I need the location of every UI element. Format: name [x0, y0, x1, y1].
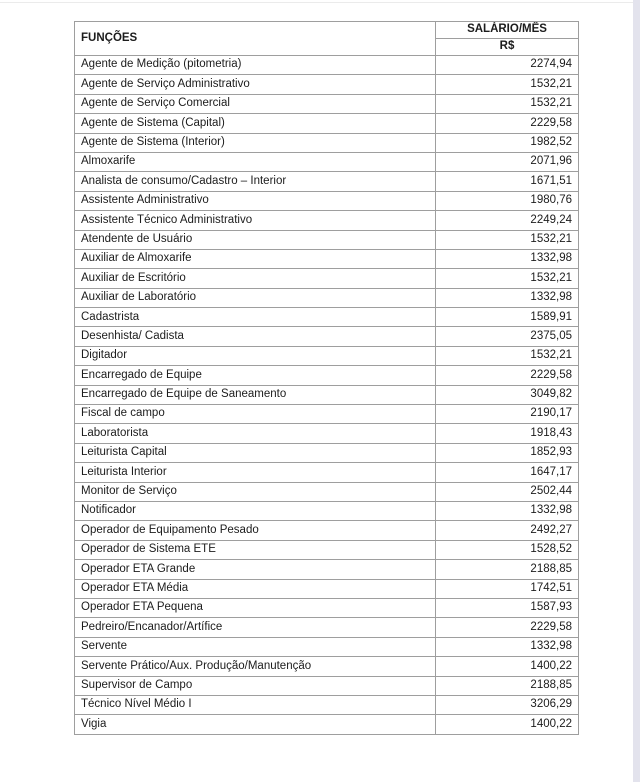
salario-cell: 1532,21 — [436, 75, 579, 94]
salario-cell: 1980,76 — [436, 191, 579, 210]
table-row — [75, 366, 579, 385]
table-row — [75, 56, 579, 75]
table-row — [75, 269, 579, 288]
table-row — [75, 540, 579, 559]
table-row — [75, 676, 579, 695]
table-row — [75, 308, 579, 327]
salario-cell: 1332,98 — [436, 288, 579, 307]
salary-table — [74, 21, 579, 735]
salario-cell: 2188,85 — [436, 676, 579, 695]
salario-cell: 2229,58 — [436, 114, 579, 133]
funcao-cell: Agente de Serviço Comercial — [75, 94, 436, 113]
table-row — [75, 75, 579, 94]
salario-cell: 1918,43 — [436, 424, 579, 443]
table-row — [75, 405, 579, 424]
table-row — [75, 424, 579, 443]
funcao-cell: Operador de Sistema ETE — [75, 540, 436, 559]
funcao-cell: Digitador — [75, 346, 436, 365]
funcao-cell: Agente de Sistema (Interior) — [75, 133, 436, 152]
salario-cell: 2229,58 — [436, 366, 579, 385]
funcao-cell: Operador de Equipamento Pesado — [75, 521, 436, 540]
table-row — [75, 637, 579, 656]
table-row — [75, 152, 579, 171]
table-row — [75, 579, 579, 598]
funcao-cell: Auxiliar de Almoxarife — [75, 249, 436, 268]
funcao-cell: Supervisor de Campo — [75, 676, 436, 695]
table-row — [75, 657, 579, 676]
funcao-cell: Notificador — [75, 501, 436, 520]
header-functions: FUNÇÕES — [75, 22, 436, 56]
table-row — [75, 715, 579, 734]
salario-cell: 2188,85 — [436, 560, 579, 579]
funcao-cell: Servente Prático/Aux. Produção/Manutenção — [75, 657, 436, 676]
funcao-cell: Servente — [75, 637, 436, 656]
salario-cell: 1742,51 — [436, 579, 579, 598]
table-row — [75, 114, 579, 133]
funcao-cell: Laboratorista — [75, 424, 436, 443]
table-row — [75, 288, 579, 307]
funcao-cell: Auxiliar de Laboratório — [75, 288, 436, 307]
salario-cell: 1852,93 — [436, 443, 579, 462]
funcao-cell: Analista de consumo/Cadastro – Interior — [75, 172, 436, 191]
viewport-top-hairline — [0, 2, 640, 3]
table-row — [75, 191, 579, 210]
salario-cell: 1400,22 — [436, 715, 579, 734]
salario-cell: 2249,24 — [436, 211, 579, 230]
table-row — [75, 94, 579, 113]
salario-cell: 1528,52 — [436, 540, 579, 559]
funcao-cell: Almoxarife — [75, 152, 436, 171]
salario-cell: 1982,52 — [436, 133, 579, 152]
funcao-cell: Agente de Medição (pitometria) — [75, 56, 436, 75]
salario-cell: 2375,05 — [436, 327, 579, 346]
funcao-cell: Cadastrista — [75, 308, 436, 327]
funcao-cell: Leiturista Capital — [75, 443, 436, 462]
table-row — [75, 211, 579, 230]
salario-cell: 1332,98 — [436, 501, 579, 520]
salario-cell: 2229,58 — [436, 618, 579, 637]
table-row — [75, 598, 579, 617]
funcao-cell: Monitor de Serviço — [75, 482, 436, 501]
salario-cell: 1532,21 — [436, 230, 579, 249]
salario-cell: 1587,93 — [436, 598, 579, 617]
table-row — [75, 521, 579, 540]
salario-cell: 1332,98 — [436, 637, 579, 656]
salario-cell: 1332,98 — [436, 249, 579, 268]
funcao-cell: Operador ETA Média — [75, 579, 436, 598]
funcao-cell: Agente de Serviço Administrativo — [75, 75, 436, 94]
funcao-cell: Encarregado de Equipe de Saneamento — [75, 385, 436, 404]
funcao-cell: Auxiliar de Escritório — [75, 269, 436, 288]
table-row — [75, 327, 579, 346]
funcao-cell: Técnico Nível Médio I — [75, 695, 436, 714]
header-salary-month: SALÁRIO/MÊS — [436, 22, 579, 39]
table-row — [75, 443, 579, 462]
funcao-cell: Assistente Administrativo — [75, 191, 436, 210]
table-row — [75, 230, 579, 249]
table-row — [75, 560, 579, 579]
salario-cell: 1532,21 — [436, 94, 579, 113]
salario-cell: 3049,82 — [436, 385, 579, 404]
table-row — [75, 133, 579, 152]
salario-cell: 1647,17 — [436, 463, 579, 482]
salary-table-body — [75, 56, 579, 735]
table-row — [75, 172, 579, 191]
salary-table-header — [75, 22, 579, 56]
table-row — [75, 695, 579, 714]
salario-cell: 2492,27 — [436, 521, 579, 540]
funcao-cell: Encarregado de Equipe — [75, 366, 436, 385]
salario-cell: 2274,94 — [436, 56, 579, 75]
funcao-cell: Desenhista/ Cadista — [75, 327, 436, 346]
salario-cell: 1532,21 — [436, 346, 579, 365]
salario-cell: 1671,51 — [436, 172, 579, 191]
table-row — [75, 482, 579, 501]
table-row — [75, 463, 579, 482]
salario-cell: 2071,96 — [436, 152, 579, 171]
table-row — [75, 346, 579, 365]
salario-cell: 2190,17 — [436, 405, 579, 424]
table-row — [75, 385, 579, 404]
funcao-cell: Pedreiro/Encanador/Artífice — [75, 618, 436, 637]
funcao-cell: Assistente Técnico Administrativo — [75, 211, 436, 230]
funcao-cell: Agente de Sistema (Capital) — [75, 114, 436, 133]
funcao-cell: Fiscal de campo — [75, 405, 436, 424]
salario-cell: 1589,91 — [436, 308, 579, 327]
table-row — [75, 501, 579, 520]
funcao-cell: Atendente de Usuário — [75, 230, 436, 249]
funcao-cell: Leiturista Interior — [75, 463, 436, 482]
header-currency: R$ — [436, 39, 579, 56]
table-row — [75, 618, 579, 637]
salario-cell: 1400,22 — [436, 657, 579, 676]
salario-cell: 1532,21 — [436, 269, 579, 288]
salario-cell: 3206,29 — [436, 695, 579, 714]
salario-cell: 2502,44 — [436, 482, 579, 501]
scrollbar-track[interactable] — [633, 0, 640, 782]
funcao-cell: Vigia — [75, 715, 436, 734]
funcao-cell: Operador ETA Pequena — [75, 598, 436, 617]
table-row — [75, 249, 579, 268]
funcao-cell: Operador ETA Grande — [75, 560, 436, 579]
